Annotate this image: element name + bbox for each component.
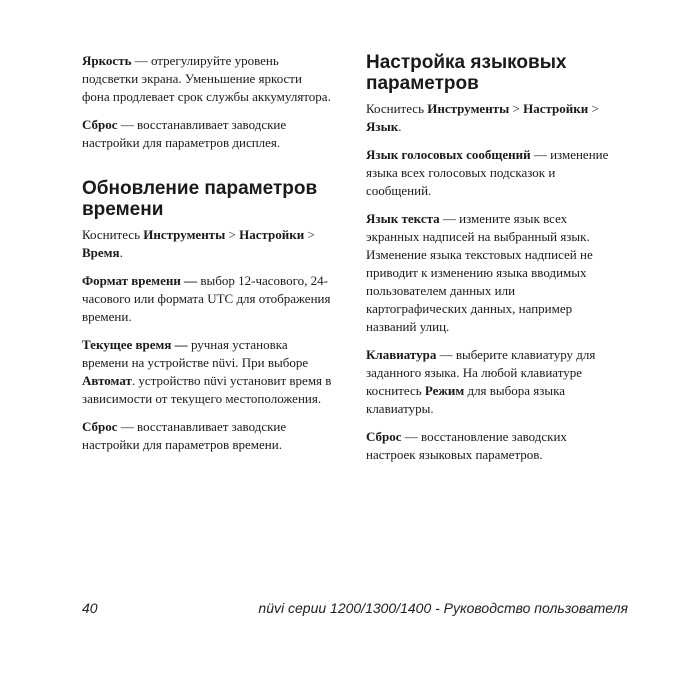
- time-reset-paragraph: Сброс — восстанавливает заводские настройки для параметров времени.: [82, 419, 287, 452]
- brightness-paragraph: Яркость — отрегулируйте уровень подсветки экрана. Уменьшение яркости фона продлевает срок службы аккумулятора.: [82, 53, 331, 104]
- left-column: [82, 52, 332, 464]
- language-reset-paragraph: Сброс — восстановление заводских настроек языковых параметров.: [366, 429, 567, 462]
- keyboard-paragraph: Клавиатура — выберите клавиатуру для заданного языка. На любой клавиатуре коснитесь Режим для выбора языка клавиатуры.: [366, 347, 596, 416]
- voice-language-paragraph: Язык голосовых сообщений — изменение языка всех голосовых подсказок и сообщений.: [366, 147, 609, 198]
- document-title: nüvi серии 1200/1300/1400 - Руководство пользователя: [258, 600, 628, 616]
- right-column: [366, 52, 616, 474]
- language-settings-heading: Настройка языковых параметров: [366, 52, 567, 94]
- lang-nav-paragraph: Коснитесь Инструменты > Настройки > Язык.: [366, 101, 599, 134]
- time-nav-paragraph: Коснитесь Инструменты > Настройки > Время.: [82, 227, 315, 260]
- time-format-paragraph: Формат времени — выбор 12-часового, 24-часового или формата UTC для отображения времени.: [82, 273, 331, 324]
- time-settings-heading: Обновление параметров времени: [82, 178, 318, 220]
- display-reset-paragraph: Сброс — восстанавливает заводские настройки для параметров дисплея.: [82, 117, 287, 150]
- page-number: 40: [82, 600, 98, 616]
- text-language-paragraph: Язык текста — измените язык всех экранных надписей на выбранный язык. Изменение языка текстовых надписей не приводит к изменению языка вводимых пользователем данных или картографических данных, например названий улиц.: [366, 211, 593, 334]
- current-time-paragraph: Текущее время — ручная установка времени на устройстве nüvi. При выборе Автомат. устройство nüvi установит время в зависимости от текущего местоположения.: [82, 337, 332, 406]
